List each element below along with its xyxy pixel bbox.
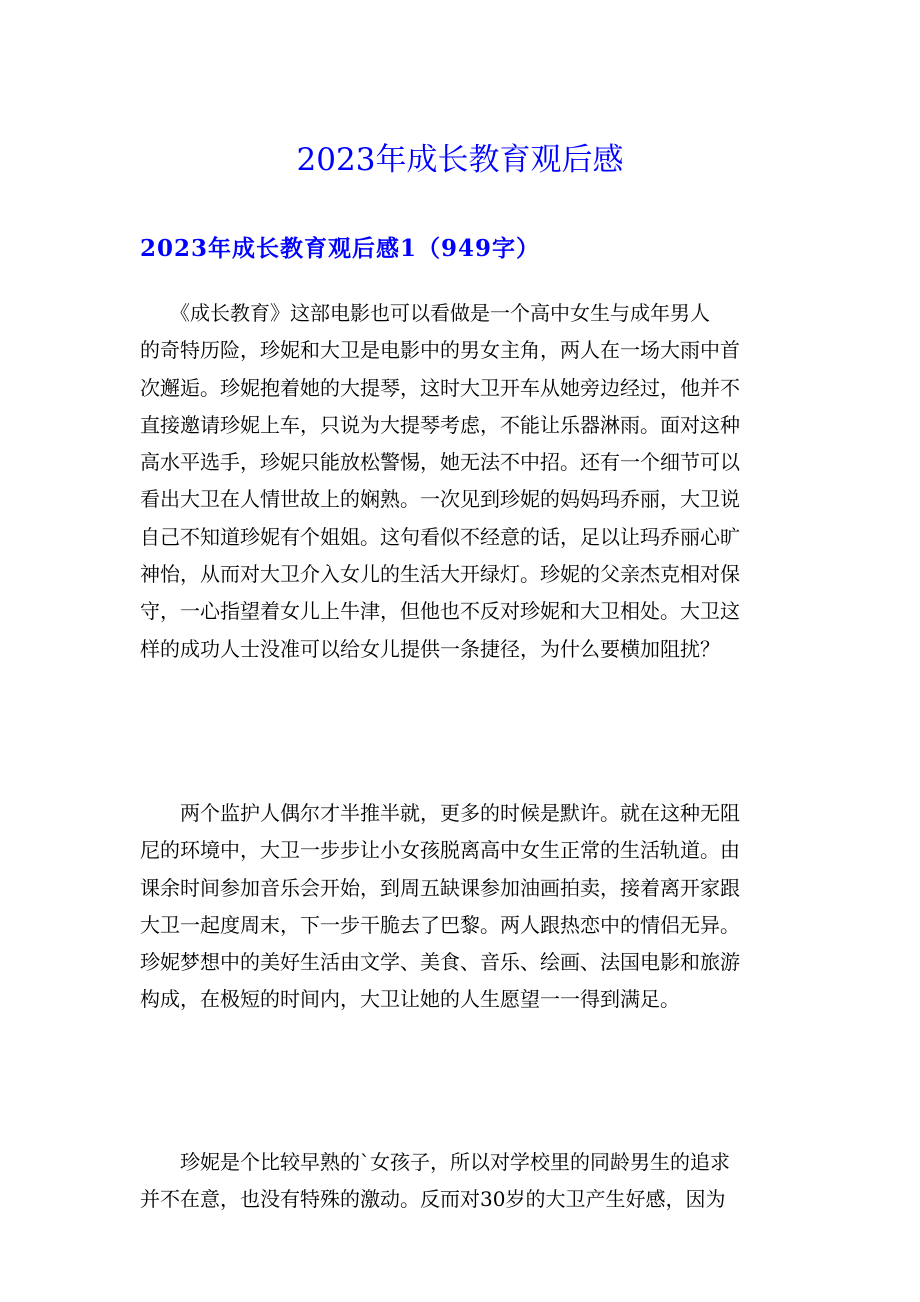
paragraph-line: 课余时间参加音乐会开始，到周五缺课参加油画拍卖，接着离开家跟 bbox=[140, 875, 740, 900]
paragraph-line: 高水平选手，珍妮只能放松警惕，她无法不中招。还有一个细节可以 bbox=[140, 450, 740, 475]
paragraph-line: 两个监护人偶尔才半推半就，更多的时候是默许。就在这种无阻 bbox=[140, 801, 740, 825]
paragraph-line: 并不在意，也没有特殊的激动。反而对30岁的大卫产生好感，因为 bbox=[140, 1187, 726, 1212]
paragraph-line: 自己不知道珍妮有个姐姐。这句看似不经意的话，足以让玛乔丽心旷 bbox=[140, 524, 740, 549]
paragraph-line: 神怡，从而对大卫介入女儿的生活大开绿灯。珍妮的父亲杰克相对保 bbox=[140, 562, 740, 587]
paragraph-line: 看出大卫在人情世故上的娴熟。一次见到珍妮的妈妈玛乔丽，大卫说 bbox=[140, 487, 740, 512]
paragraph-line: 尼的环境中，大卫一步步让小女孩脱离高中女生正常的生活轨道。由 bbox=[140, 838, 740, 863]
paragraph-line: 守，一心指望着女儿上牛津，但他也不反对珍妮和大卫相处。大卫这 bbox=[140, 599, 740, 624]
paragraph-line: 珍妮是个比较早熟的`女孩子，所以对学校里的同龄男生的追求 bbox=[140, 1150, 730, 1174]
paragraph-line: 的奇特历险，珍妮和大卫是电影中的男女主角，两人在一场大雨中首 bbox=[140, 338, 740, 363]
paragraph-line: 直接邀请珍妮上车，只说为大提琴考虑，不能让乐器淋雨。面对这种 bbox=[140, 412, 740, 437]
paragraph-line: 《成长教育》这部电影也可以看做是一个高中女生与成年男人 bbox=[140, 301, 710, 325]
paragraph-line: 珍妮梦想中的美好生活由文学、美食、音乐、绘画、法国电影和旅游 bbox=[140, 950, 740, 975]
paragraph-line: 次邂逅。珍妮抱着她的大提琴，这时大卫开车从她旁边经过，他并不 bbox=[140, 375, 740, 400]
paragraph-line: 构成，在极短的时间内，大卫让她的人生愿望一一得到满足。 bbox=[140, 987, 680, 1012]
paragraph-line: 大卫一起度周末，下一步干脆去了巴黎。两人跟热恋中的情侣无异。 bbox=[140, 912, 740, 937]
paragraph-line: 样的成功人士没准可以给女儿提供一条捷径，为什么要横加阻扰？ bbox=[140, 636, 720, 661]
paragraph-3 bbox=[140, 1144, 800, 1219]
paragraph-1 bbox=[140, 295, 800, 668]
paragraph-2 bbox=[140, 795, 800, 1019]
document-title: 2023年成长教育观后感 bbox=[296, 142, 624, 178]
section-heading: 2023年成长教育观后感1（949字） bbox=[140, 235, 541, 262]
